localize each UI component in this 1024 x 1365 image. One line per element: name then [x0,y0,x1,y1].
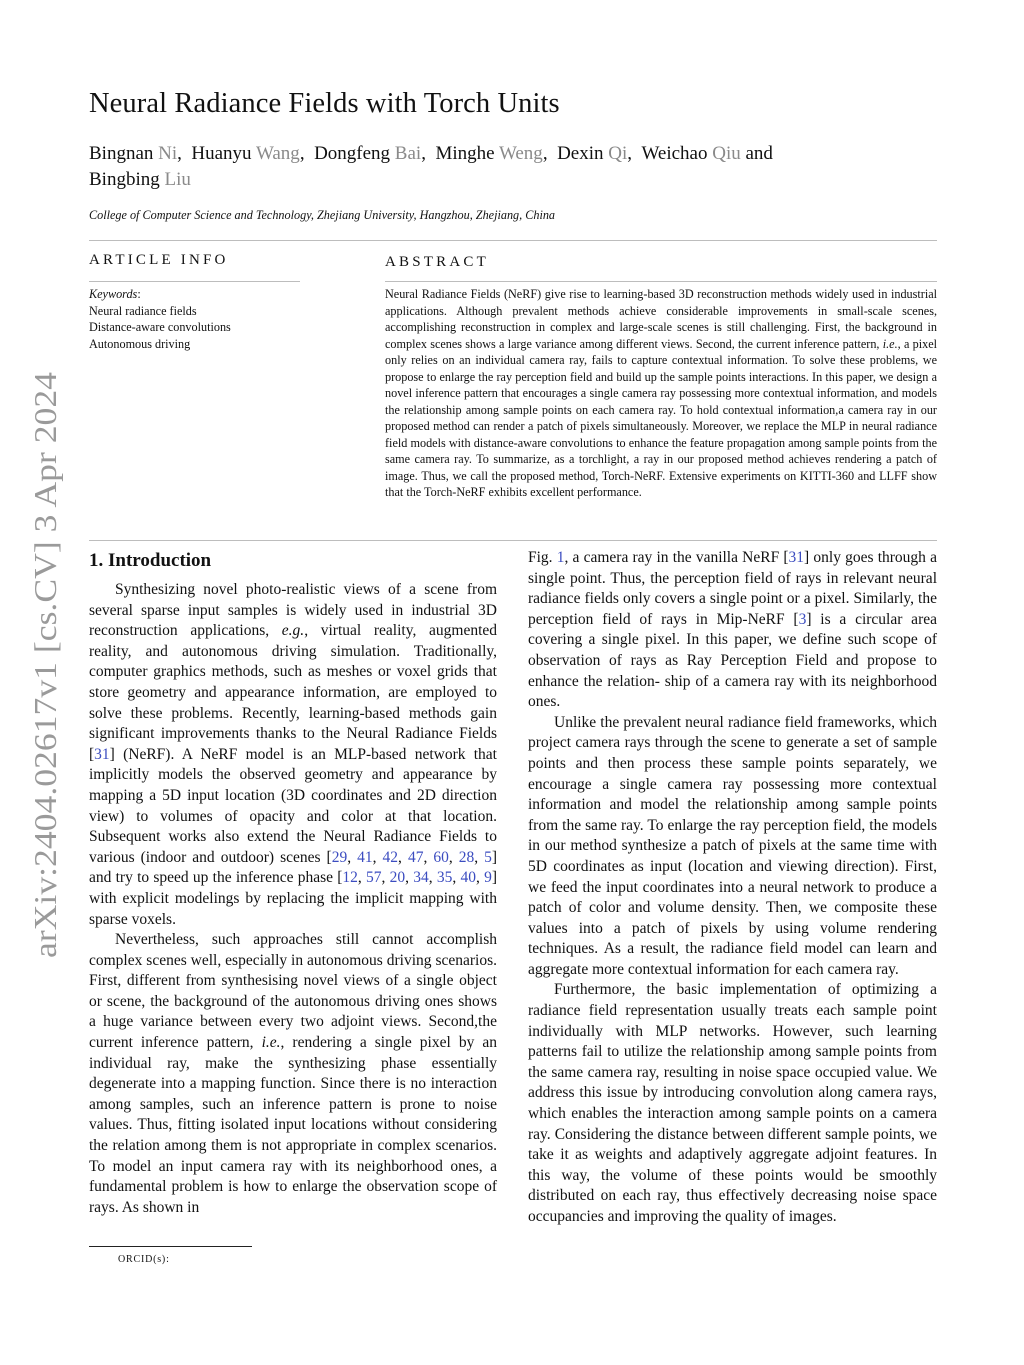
affiliation: College of Computer Science and Technology, Zhejiang University, Hangzhou, Zhejiang, China [89,208,556,222]
body-paragraph: Synthesizing novel photo-realistic views of a scene from several sparse input samples is widely used in industrial 3D reconstruction applications, e.g., virtual reality, augmented reality, and autonomous driving simulation. Traditionally, computer graphics methods, such as meshes or voxel grids that store geometry and appearance information, are employed to solve these problems. Recently, learning-based methods gain significant improvements thanks to the Neural Radiance Fields [31] (NeRF). A NeRF model is an MLP-based network that implicitly models the observed geometry and appearance by mapping a 5D input location (3D coordinates and 2D direction view) to volumes of opacity and color at that location. Subsequent works also extend the Neural Radiance Fields to various (indoor and outdoor) scenes [29, 41, 42, 47, 60, 28, 5] and try to speed up the inference phase [12, 57, 20, 34, 35, 40, 9] with explicit modelings by replacing the implicit mapping with sparse voxels. [89,581,498,928]
author-first-name: Bingbing [89,169,165,190]
footnote-rule [89,1246,252,1247]
abstract-bottom-divider [89,540,937,541]
citation-link[interactable]: 47 [407,848,424,866]
author-first-name: Bingnan [89,143,159,164]
citation-link[interactable]: 20 [389,869,406,887]
keywords-block [89,286,231,352]
citation-link[interactable]: 35 [436,869,453,887]
author-surname: Wang [255,143,300,164]
body-paragraph: Nevertheless, such approaches still cannot accomplish complex scenes well, especially in autonomous driving scenarios. First, different from synthesising novel views of a single object or scene, the background of the autonomous driving ones shows a huge variance between every two adjoint views. Second,the current inference pattern, i.e., rendering a single pixel by an individual ray, make the synthesizing phase essentially degenerate into a mapping function. Since there is no interaction among samples, such an inference pattern is prone to noise values. Thus, fitting isolated input locations without considering the relation among them is not appropriate in complex scenarios. To model an input camera ray with its neighborhood ones, a fundamental problem is how to enlarge the observation scope of rays. As shown in [89,931,497,1216]
author-first-name: Dongfeng [314,143,395,164]
citation-link[interactable]: 34 [413,869,429,887]
citation-link[interactable]: 41 [357,848,373,866]
body-paragraph: Unlike the prevalent neural radiance field frameworks, which project camera rays through the scene to generate a set of sample points and then process these sample points separately, we encourage a single camera ray possessing more contextual information and model the relationship among sample points from the same ray. To enlarge the ray perception field, the models in our method synthesize a patch of pixels at the same time with 5D coordinates as input (location and viewing direction). First, we feed the input coordinates into a neural network to produce a patch of color and volume density. Then, we composite these values into a patch of pixels by using volume rendering techniques. As a result, the radiance field model can learn and aggregate more contextual information for each camera ray. [528,713,937,978]
author-first-name: Minghe [435,143,499,164]
abstract-rule [385,281,937,282]
paper-title: Neural Radiance Fields with Torch Units [89,88,560,119]
citation-link[interactable]: 1 [556,549,565,566]
citation-link[interactable]: 42 [382,848,399,866]
keyword-item: Autonomous driving [89,336,191,351]
citation-link[interactable]: 40 [460,869,477,887]
author-list: Bingnan Ni, Huanyu Wang, Dongfeng Bai, Minghe Weng, Dexin Qi, Weichao Qiu and Bingbing Liu [89,143,773,190]
body-paragraph: Fig. 1, a camera ray in the vanilla NeRF [31] only goes through a single point. Thus, the perception field of rays in relevant neural radiance fields only covers a single point or a pixel. Similarly, the perception field of rays in Mip-NeRF [3] is a circular area covering a single pixel. In this paper, we define such scope of observation of rays as Ray Perception Field and propose to enhance the relation- ship of a camera ray with its neighborhood ones. [528,549,937,711]
abstract-text-part: , a pixel only relies on an individual camera ray, fails to capture contextual information. To solve these problems, we propose to enlarge the ray perception field and build up the sample points interactions. In this paper, we design a novel inference pattern that encourages a single camera ray possessing more contextual information, and models the relationship among sample points on each camera ray. To hold contextual information,a camera ray in our proposed method can render a patch of pixels simultaneously. Moreover, we replace the MLP in neural radiance field models with distance-aware convolutions to enhance the feature propagation among sample points from the same camera ray. To summarize, as a torchlight, a ray in our proposed method achieves rendering a patch of image. Thus, we call the proposed method, Torch-NeRF. Extensive experiments on KITTI-360 and LLFF show that the Torch-NeRF exhibits excellent performance. [385,336,937,499]
author-surname: Bai [394,143,422,164]
keyword-item: Distance-aware convolutions [89,320,231,334]
author-surname: Liu [164,169,191,190]
header-divider [89,240,937,241]
author-surname: Ni [158,143,178,164]
arxiv-stamp [24,372,66,958]
keywords-label-line: Keywords: [89,287,141,301]
citation-link[interactable]: 57 [366,869,382,887]
section-heading-introduction: 1. Introduction [89,550,212,571]
arxiv-identifier: arXiv:2404.02617v1 [cs.CV] 3 Apr 2024 [27,431,63,958]
author-first-name: Huanyu [191,143,256,164]
keyword-item: Neural radiance fields [89,303,197,318]
body-paragraph: Furthermore, the basic implementation of optimizing a radiance field representation usually treats each sample point individually with MLP networks. However, such learning patterns fail to utilize the relationship among sample points from the same camera ray, resulting in noise space occupied value. We address this issue by introducing convolution along camera rays, which enables the interaction among sample points on a camera ray. Considering the distance between different sample points, we take it as weights and adaptively aggregate adjoint features. In this way, the volume of these points would be smoothly distributed on each ray, thus effectively decreasing noise space occupancies and improving the quality of images. [528,981,937,1225]
keywords-label: Keywords [89,287,138,301]
abstract-text-part: Neural Radiance Fields (NeRF) give rise to learning-based 3D reconstruction methods widely used in industrial applications. Although prevalent methods achieve considerable improvements in small-scale scenes, accomplishing reconstruction in complex and large-scale scenes is still challenging. First, the background in complex scenes shows a large variance among different views. Second, the current inference pattern, [385,287,937,351]
citation-link[interactable]: 3 [798,610,807,628]
citation-link[interactable]: 31 [94,745,110,763]
citation-link[interactable]: 28 [458,848,475,866]
abstract-body [385,286,937,501]
author-surname: Qi [608,143,628,164]
intro-left-column [89,580,497,1218]
author-first-name: Dexin [557,143,609,164]
citation-link[interactable]: 5 [484,848,492,866]
citation-link[interactable]: 12 [342,869,358,887]
citation-link[interactable]: 60 [433,848,449,866]
article-info-heading: ARTICLE INFO [89,252,229,268]
italic-text: e.g. [281,622,305,640]
author-surname: Weng [498,143,543,164]
orcid-footnote: ORCID(s): [118,1254,170,1265]
article-info-rule [89,281,300,282]
citation-link[interactable]: 31 [788,549,805,566]
citation-link[interactable]: 29 [331,848,348,866]
abstract-text-italic: i.e. [882,336,898,351]
author-surname: Qiu [712,143,741,164]
italic-text: i.e. [261,1034,281,1052]
intro-right-column [528,548,937,1228]
abstract-heading: ABSTRACT [385,254,489,270]
author-first-name: Weichao [641,143,713,164]
citation-link[interactable]: 9 [484,869,492,887]
